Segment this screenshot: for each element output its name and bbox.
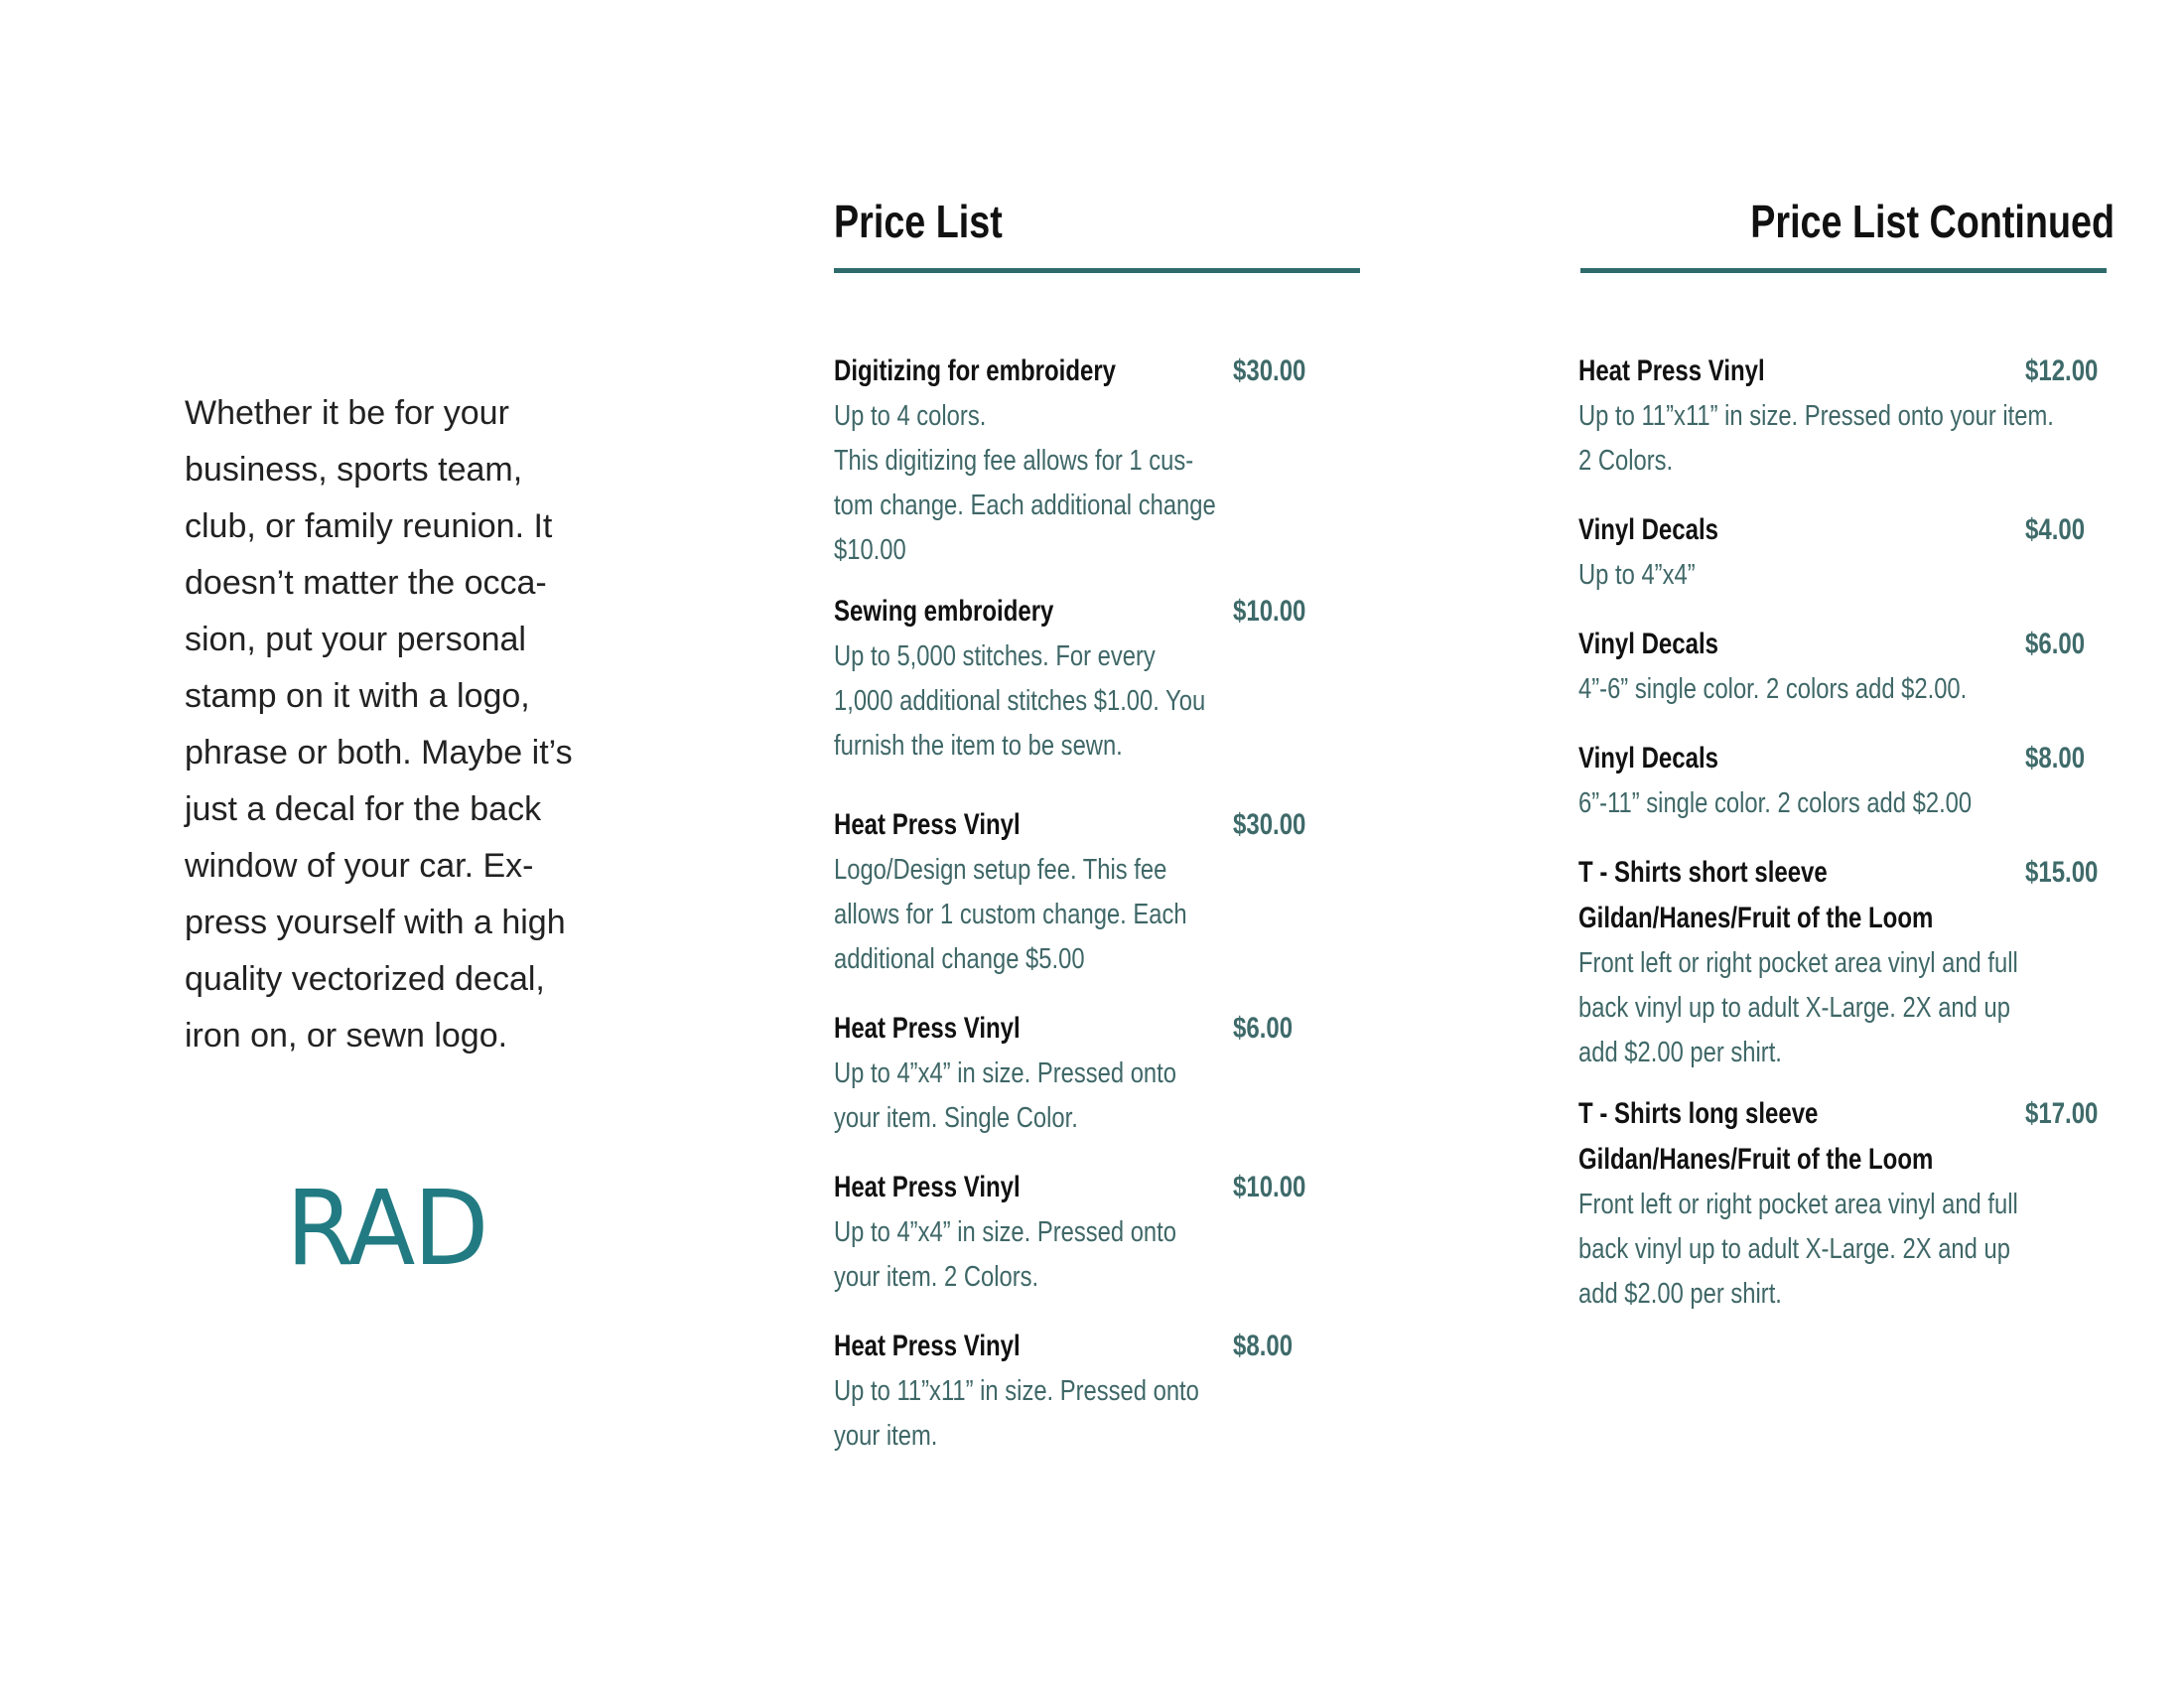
item-price: $8.00 <box>1233 1330 1294 1362</box>
price-item <box>1578 1091 2115 1317</box>
item-price: $17.00 <box>2025 1097 2099 1130</box>
item-description <box>834 1210 1216 1300</box>
price-item <box>1578 507 2115 598</box>
price-list-column <box>834 189 1370 1459</box>
price-item <box>834 589 1370 769</box>
item-description-line: add $2.00 per shirt. <box>1578 1037 1782 1068</box>
item-name: Heat Press Vinyl <box>834 1330 1021 1362</box>
item-description-line: Up to 11”x11” in size. Pressed onto your item. <box>1578 400 2054 432</box>
item-name: Heat Press Vinyl <box>1578 354 1765 387</box>
intro-line: doesn’t matter the occa- <box>185 564 547 602</box>
intro-paragraph <box>185 385 621 1064</box>
item-name: Digitizing for embroidery <box>834 354 1117 387</box>
item-price: $4.00 <box>2025 513 2086 546</box>
item-description <box>1578 553 1961 598</box>
item-description-line: Up to 4”x4” <box>1578 559 1696 591</box>
item-price: $6.00 <box>1233 1012 1294 1045</box>
item-price: $6.00 <box>2025 628 2086 660</box>
item-price: $30.00 <box>1233 808 1306 841</box>
intro-line: window of your car. Ex- <box>185 847 534 885</box>
price-list-items <box>834 349 1370 1459</box>
intro-line: stamp on it with a logo, <box>185 677 530 715</box>
price-item <box>834 1006 1370 1141</box>
item-description <box>1578 667 1968 712</box>
intro-line: press yourself with a high <box>185 904 566 941</box>
item-description-line: Up to 5,000 stitches. For every <box>834 640 1156 672</box>
item-description-line: Up to 4”x4” in size. Pressed onto <box>834 1216 1176 1248</box>
price-item <box>1578 622 2115 712</box>
item-name: T - Shirts short sleeve <box>1578 856 1828 889</box>
item-price: $12.00 <box>2025 354 2099 387</box>
item-description-line: additional change $5.00 <box>834 943 1085 975</box>
intro-line: Whether it be for your <box>185 394 509 432</box>
item-description-line: back vinyl up to adult X-Large. 2X and up <box>1578 1233 2010 1265</box>
price-item <box>834 349 1370 573</box>
item-description-line: Up to 11”x11” in size. Pressed onto <box>834 1375 1199 1407</box>
title-divider <box>834 268 1360 273</box>
price-list-title: Price List <box>834 196 1003 247</box>
rad-logo: RAD <box>286 1168 487 1289</box>
title-divider <box>1580 268 2107 273</box>
item-description-line: furnish the item to be sewn. <box>834 730 1123 762</box>
price-item <box>1578 349 2115 484</box>
item-description-line: This digitizing fee allows for 1 cus- <box>834 445 1194 477</box>
item-name: Vinyl Decals <box>1578 742 1718 774</box>
item-description-line: Up to 4 colors. <box>834 400 987 432</box>
item-description-line: Front left or right pocket area vinyl and full <box>1578 1189 2018 1220</box>
item-description <box>1578 781 1973 826</box>
item-description-line: back vinyl up to adult X-Large. 2X and up <box>1578 992 2010 1024</box>
item-description-line: Logo/Design setup fee. This fee <box>834 854 1167 886</box>
item-description <box>1578 394 2054 484</box>
item-description-line: your item. Single Color. <box>834 1102 1078 1134</box>
item-description-line: add $2.00 per shirt. <box>1578 1278 1782 1310</box>
item-description <box>834 634 1216 769</box>
item-name: Vinyl Decals <box>1578 628 1718 660</box>
price-list-continued-items <box>1578 349 2115 1317</box>
item-description <box>834 1369 1216 1459</box>
price-item <box>1578 736 2115 826</box>
item-description-line: Up to 4”x4” in size. Pressed onto <box>834 1057 1176 1089</box>
item-description <box>834 1052 1216 1141</box>
item-description <box>834 394 1216 573</box>
item-description-line: $10.00 <box>834 534 906 566</box>
intro-line: sion, put your personal <box>185 621 526 658</box>
price-item <box>1578 850 2115 1075</box>
intro-line: business, sports team, <box>185 451 523 489</box>
intro-line: quality vectorized decal, <box>185 960 545 998</box>
item-description-line: 2 Colors. <box>1578 445 1674 477</box>
item-description-line: your item. 2 Colors. <box>834 1261 1039 1293</box>
price-item <box>834 802 1370 982</box>
item-description-line: 1,000 additional stitches $1.00. You <box>834 685 1206 717</box>
item-price: $10.00 <box>1233 1171 1306 1203</box>
price-list-continued-title: Price List Continued <box>1750 196 2115 247</box>
item-description-line: 4”-6” single color. 2 colors add $2.00. <box>1578 673 1968 705</box>
item-price: $10.00 <box>1233 595 1306 628</box>
intro-line: club, or family reunion. It <box>185 507 553 545</box>
item-price: $15.00 <box>2025 856 2099 889</box>
intro-line: iron on, or sewn logo. <box>185 1017 508 1055</box>
intro-line: phrase or both. Maybe it’s <box>185 734 573 772</box>
item-name: Sewing embroidery <box>834 595 1054 628</box>
item-subname: Gildan/Hanes/Fruit of the Loom <box>1578 1143 1934 1176</box>
item-name: Heat Press Vinyl <box>834 1012 1021 1045</box>
item-price: $30.00 <box>1233 354 1306 387</box>
intro-line: just a decal for the back <box>185 790 542 828</box>
item-name: Vinyl Decals <box>1578 513 1718 546</box>
item-name: T - Shirts long sleeve <box>1578 1097 1819 1130</box>
price-list-continued-column <box>1578 189 2115 1317</box>
price-item <box>834 1324 1370 1459</box>
item-description-line: your item. <box>834 1420 938 1452</box>
item-name: Heat Press Vinyl <box>834 1171 1021 1203</box>
item-description-line: allows for 1 custom change. Each <box>834 899 1187 930</box>
price-item <box>834 1165 1370 1300</box>
item-subname: Gildan/Hanes/Fruit of the Loom <box>1578 902 1934 934</box>
item-description-line: Front left or right pocket area vinyl and full <box>1578 947 2018 979</box>
item-description <box>1578 1183 2018 1317</box>
item-description-line: 6”-11” single color. 2 colors add $2.00 <box>1578 787 1973 819</box>
item-description <box>834 848 1216 982</box>
item-price: $8.00 <box>2025 742 2086 774</box>
item-description <box>1578 941 2018 1075</box>
item-name: Heat Press Vinyl <box>834 808 1021 841</box>
item-description-line: tom change. Each additional change <box>834 490 1216 521</box>
